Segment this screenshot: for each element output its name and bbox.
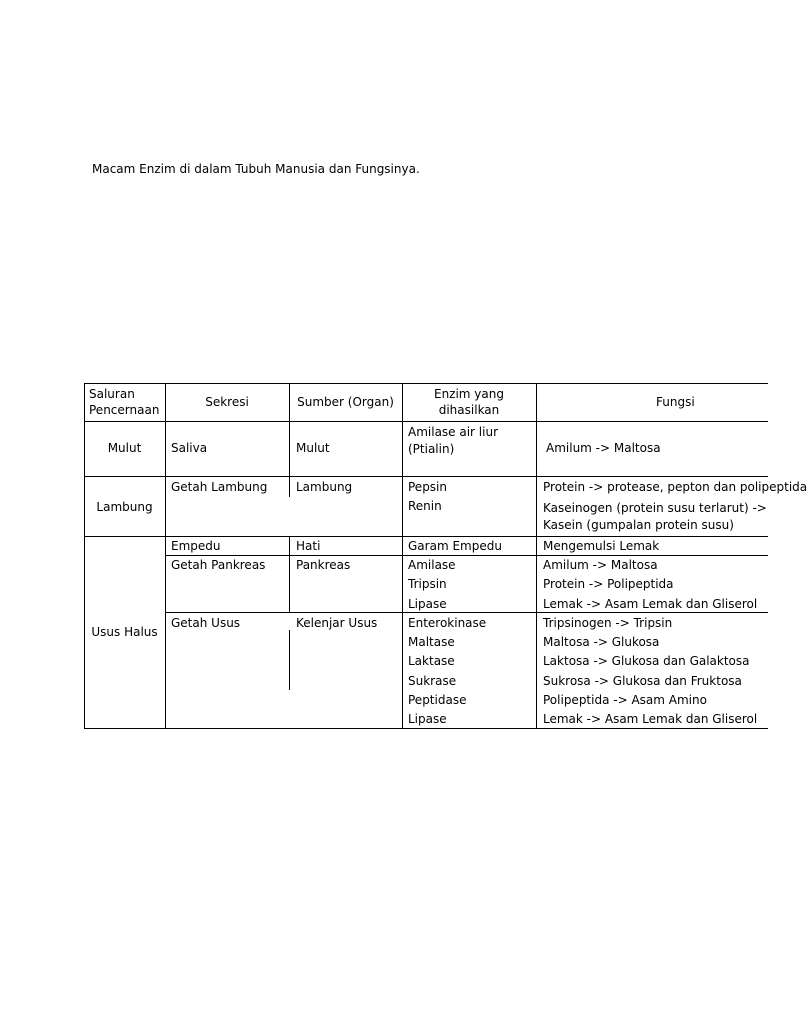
table-rule-col2-b (289, 536, 290, 612)
enzim-enterokinase: Enterokinase (408, 616, 487, 630)
header-sumber: Sumber (Organ) (297, 395, 394, 409)
table-rule-header (84, 421, 768, 422)
header-sekresi: Sekresi (205, 395, 249, 409)
sumber-pankreas: Pankreas (296, 558, 351, 572)
table-rule-bottom (84, 728, 768, 729)
table-rule-mulut (84, 476, 768, 477)
table-rule-pankreas (165, 612, 768, 613)
enzim-tripsin: Tripsin (408, 577, 447, 591)
sekresi-empedu: Empedu (171, 539, 221, 553)
table-rule-empedu (165, 555, 768, 556)
sumber-lambung: Lambung (296, 480, 353, 494)
sumber-hati: Hati (296, 539, 321, 553)
fungsi-maltase: Maltosa -> Glukosa (543, 635, 660, 649)
sekresi-getah-pankreas: Getah Pankreas (171, 558, 266, 572)
sekresi-saliva: Saliva (171, 441, 208, 455)
fungsi-garam-empedu: Mengemulsi Lemak (543, 539, 660, 553)
fungsi-tripsin: Protein -> Polipeptida (543, 577, 674, 591)
table-rule-lambung (84, 536, 768, 537)
sekresi-getah-usus: Getah Usus (171, 616, 241, 630)
fungsi-pepsin: Protein -> protease, pepton dan polipeptida (543, 480, 807, 494)
enzim-pepsin: Pepsin (408, 480, 447, 494)
page-title: Macam Enzim di dalam Tubuh Manusia dan Fungsinya. (92, 162, 420, 176)
table-rule-left (84, 383, 85, 729)
enzim-renin: Renin (408, 499, 442, 513)
header-saluran: Saluran Pencernaan (89, 387, 160, 417)
saluran-lambung: Lambung (96, 500, 153, 514)
fungsi-lipase-usus: Lemak -> Asam Lemak dan Gliserol (543, 712, 758, 726)
enzim-maltase: Maltase (408, 635, 455, 649)
fungsi-sukrase: Sukrosa -> Glukosa dan Fruktosa (543, 674, 742, 688)
sumber-kelenjar-usus: Kelenjar Usus (296, 616, 378, 630)
enzim-sukrase: Sukrase (408, 674, 457, 688)
fungsi-laktase: Laktosa -> Glukosa dan Galaktosa (543, 654, 750, 668)
fungsi-mulut: Amilum -> Maltosa (546, 441, 661, 455)
fungsi-peptidase: Polipeptida -> Asam Amino (543, 693, 707, 707)
fungsi-lipase-pankreas: Lemak -> Asam Lemak dan Gliserol (543, 597, 758, 611)
fungsi-amilase: Amilum -> Maltosa (543, 558, 658, 572)
enzim-lipase-usus: Lipase (408, 712, 447, 726)
enzim-lipase-pankreas: Lipase (408, 597, 447, 611)
table-rule-col1 (165, 383, 166, 729)
fungsi-enterokinase: Tripsinogen -> Tripsin (543, 616, 673, 630)
enzim-amilase: Amilase (408, 558, 456, 572)
saluran-usus-halus: Usus Halus (91, 625, 158, 639)
table-rule-col3 (402, 383, 403, 729)
sekresi-getah-lambung: Getah Lambung (171, 480, 268, 494)
enzim-laktase: Laktase (408, 654, 455, 668)
enzim-peptidase: Peptidase (408, 693, 467, 707)
fungsi-renin: Kaseinogen (protein susu terlarut) -> Kasein (gumpalan protein susu) (543, 501, 767, 532)
sumber-mulut: Mulut (296, 441, 330, 455)
header-enzim: Enzim yang dihasilkan (433, 387, 504, 417)
header-fungsi: Fungsi (656, 395, 695, 409)
enzim-ptialin: Amilase air liur (Ptialin) (408, 425, 499, 456)
table-rule-col2-c (289, 630, 290, 690)
enzyme-table (84, 383, 807, 729)
enzim-garam-empedu: Garam Empedu (408, 539, 502, 553)
saluran-mulut: Mulut (107, 441, 142, 455)
table-rule-col4 (536, 383, 537, 729)
